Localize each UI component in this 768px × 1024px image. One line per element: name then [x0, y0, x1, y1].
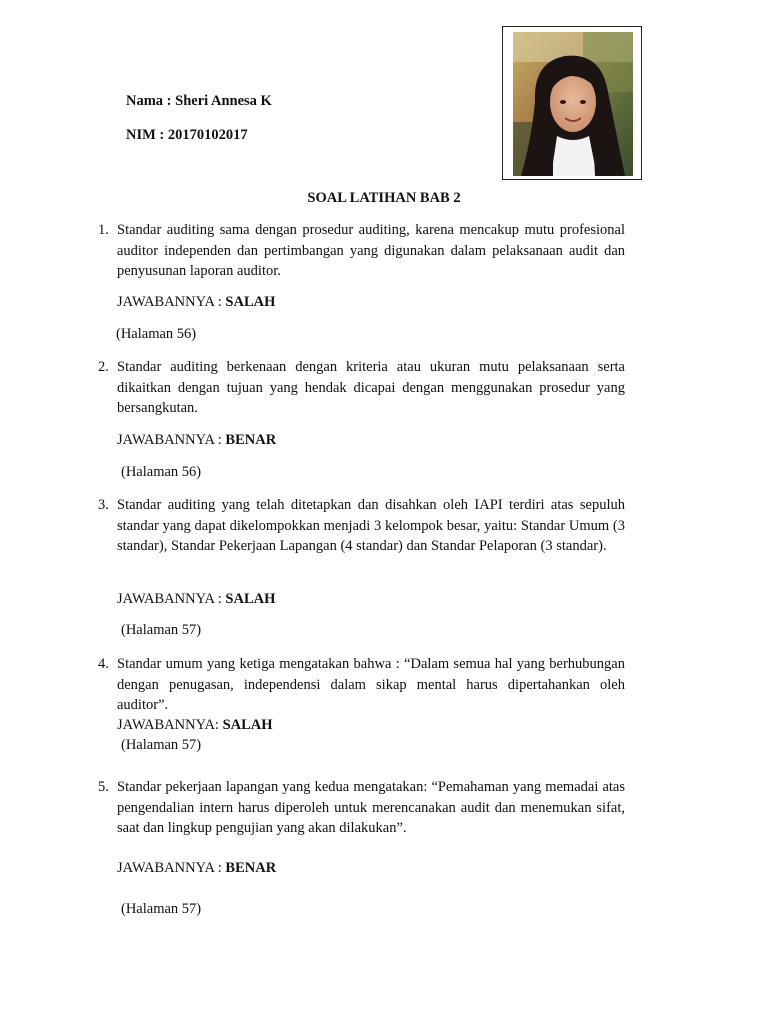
answer-label: JAWABANNYA:: [117, 717, 223, 733]
page-reference-3: (Halaman 57): [121, 622, 202, 638]
student-name: Nama : Sheri Annesa K: [126, 93, 272, 109]
answer-value: BENAR: [225, 432, 277, 448]
question-1: [98, 220, 625, 282]
question-number: 2.: [98, 359, 109, 375]
answer-label: JAWABANNYA :: [117, 860, 226, 876]
answer-5: [117, 860, 276, 877]
question-number: 1.: [98, 222, 109, 238]
question-5: [98, 777, 625, 839]
question-text: Standar auditing berkenaan dengan kriteria atau ukuran mutu pelaksanaan serta dikaitkan dengan tujuan yang hendak dicapai dengan menggunakan prosedur yang bersangkutan.: [117, 359, 625, 416]
page-title: SOAL LATIHAN BAB 2: [307, 190, 461, 206]
answer-value: SALAH: [222, 717, 273, 733]
question-number: 4.: [98, 656, 109, 672]
question-3: [98, 495, 625, 557]
answer-value: SALAH: [225, 591, 276, 607]
answer-1: [117, 294, 275, 311]
question-2: [98, 357, 625, 419]
question-text: Standar auditing yang telah ditetapkan dan disahkan oleh IAPI terdiri atas sepuluh standar yang dapat dikelompokkan menjadi 3 kelompok besar, yaitu: Standar Umum (3 standar), Standar Pekerjaan Lapangan (4 standar) dan Standar Pelaporan (3 standar).: [117, 497, 625, 554]
page-reference-2: (Halaman 56): [121, 464, 202, 480]
question-4: [98, 654, 625, 716]
answer-label: JAWABANNYA :: [117, 432, 226, 448]
page-reference-1: (Halaman 56): [116, 326, 197, 342]
page-reference-4: (Halaman 57): [121, 737, 202, 753]
answer-value: SALAH: [225, 294, 276, 310]
question-number: 5.: [98, 779, 109, 795]
profile-photo-frame: [502, 26, 642, 180]
page-reference-5: (Halaman 57): [121, 901, 202, 917]
question-number: 3.: [98, 497, 109, 513]
answer-4: [117, 717, 273, 734]
question-text: Standar pekerjaan lapangan yang kedua mengatakan: “Pemahaman yang memadai atas pengendalian intern harus diperoleh untuk merencanakan audit dan menemukan sifat, saat dan lingkup pengujian yang akan dilakukan”.: [117, 779, 625, 836]
answer-value: BENAR: [225, 860, 277, 876]
answer-3: [117, 591, 275, 608]
question-text: Standar auditing sama dengan prosedur auditing, karena mencakup mutu profesional auditor independen dan pertimbangan yang digunakan dalam pelaksanaan audit dan penyusunan laporan auditor.: [117, 222, 625, 279]
answer-label: JAWABANNYA :: [117, 591, 226, 607]
answer-label: JAWABANNYA :: [117, 294, 226, 310]
profile-photo: [513, 32, 633, 176]
answer-2: [117, 432, 276, 449]
student-nim: NIM : 20170102017: [126, 127, 248, 143]
question-text: Standar umum yang ketiga mengatakan bahwa : “Dalam semua hal yang berhubungan dengan penugasan, independensi dalam sikap mental harus dipertahankan oleh auditor”.: [117, 656, 625, 713]
